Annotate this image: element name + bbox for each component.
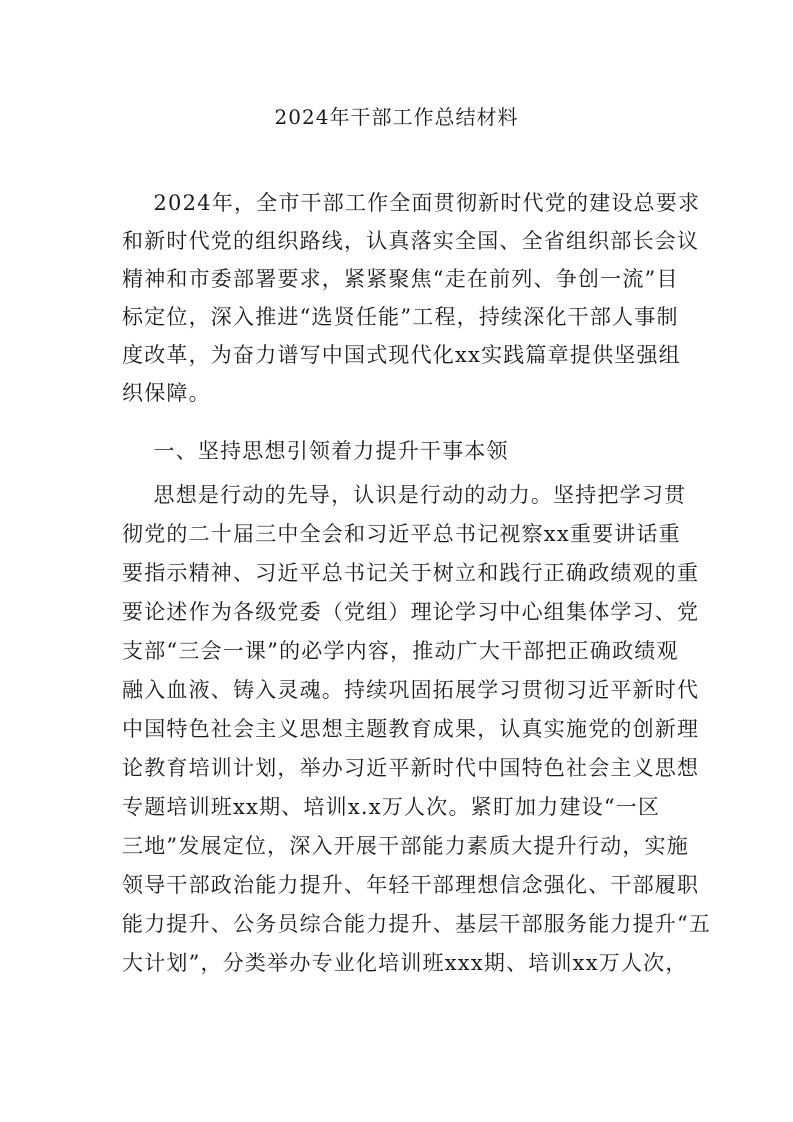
text-line: 要指示精神、习近平总书记关于树立和践行正确政绩观的重: [122, 561, 700, 585]
text-line: 领导干部政治能力提升、年轻干部理想信念强化、干部履职: [122, 873, 700, 897]
text-line: 织保障。: [122, 381, 211, 405]
text-line: 融入血液、铸入灵魂。持续巩固拓展学习贯彻习近平新时代: [122, 678, 700, 702]
document-title: 2024年干部工作总结材料: [274, 105, 519, 129]
text-line: 标定位，深入推进“选贤任能”工程，持续深化干部人事制: [122, 305, 679, 329]
text-line: 能力提升、公务员综合能力提升、基层干部服务能力提升“五: [122, 912, 712, 936]
text-line: 三地”发展定位，深入开展干部能力素质大提升行动，实施: [122, 834, 689, 858]
text-line: 大计划”，分类举办专业化培训班xxx期、培训xx万人次，: [122, 951, 688, 975]
text-line: 论教育培训计划，举办习近平新时代中国特色社会主义思想: [122, 756, 700, 780]
text-line: 精神和市委部署要求，紧紧聚焦“走在前列、争创一流”目: [122, 267, 679, 291]
section-heading: 一、坚持思想引领着力提升干事本领: [122, 439, 509, 463]
text-line: 彻党的二十届三中全会和习近平总书记视察xx重要讲话重: [122, 522, 681, 546]
text-line: 要论述作为各级党委（党组）理论学习中心组集体学习、党: [122, 600, 700, 624]
text-line: 度改革，为奋力谱写中国式现代化xx实践篇章提供坚强组: [122, 343, 681, 367]
text-line: 支部“三会一课”的必学内容，推动广大干部把正确政绩观: [122, 639, 679, 663]
text-line: 和新时代党的组织路线，认真落实全国、全省组织部长会议: [122, 229, 700, 253]
text-line: 专题培训班xx期、培训x.x万人次。紧盯加力建设“一区: [122, 795, 661, 819]
text-line: 中国特色社会主义思想主题教育成果，认真实施党的创新理: [122, 717, 700, 741]
text-line: 思想是行动的先导，认识是行动的动力。坚持把学习贯: [122, 483, 687, 507]
text-line: 2024年，全市干部工作全面贯彻新时代党的建设总要求: [122, 191, 701, 215]
